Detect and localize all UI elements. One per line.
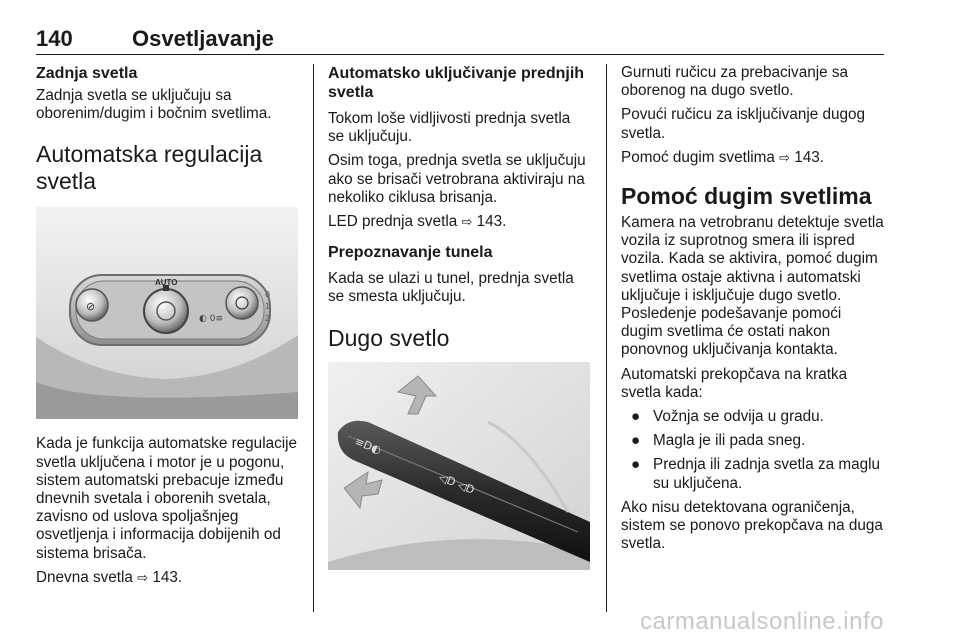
heading-zadnja-svetla: Zadnja svetla [36, 65, 138, 82]
paragraph: Povući ručicu za isključivanje dugog svetla. [621, 106, 866, 142]
heading-automatsko-ukljucivanje: Automatsko uključivanje prednjih svetla [328, 65, 585, 101]
list-item: ● Magla je ili pada sneg. [631, 432, 806, 450]
auto-label: AUTO [155, 278, 178, 288]
chapter-title: Osvetljavanje [132, 26, 274, 51]
svg-text:≡D◐: ≡D◐ [352, 434, 384, 457]
column-2 [328, 64, 590, 570]
high-beam-lever-image [328, 362, 590, 570]
paragraph: Gurnuti ručicu za prebacivanje sa oborenog na dugo svetlo. [621, 64, 849, 100]
page-number: 140 [36, 26, 73, 51]
column-1 [36, 64, 300, 593]
list-item: ● Vožnja se odvija u gradu. [631, 408, 824, 426]
bullet-icon: ● [631, 432, 641, 450]
heading-pomoc-dugim-svetlima: Pomoć dugim svetlima [621, 183, 872, 210]
paragraph: Osim toga, prednja svetla se uključuju ako se brisači vetrobrana aktiviraju na nekoliko ciklusa brisanja. [328, 152, 586, 206]
svg-text:0: 0 [265, 290, 271, 300]
svg-text:2: 2 [265, 314, 271, 324]
svg-text:◐ 0≡: ◐ 0≡ [199, 314, 223, 325]
reference-arrow-icon: ⇨ [137, 569, 149, 585]
paragraph: Ako nisu detektovana ograničenja, sistem se ponovo prekopčava na duga svetla. [621, 498, 883, 553]
list-item: ● Prednja ili zadnja svetla za maglu su uključena. [631, 456, 881, 492]
reference-arrow-icon: ⇨ [779, 149, 791, 165]
paragraph: Kamera na vetrobranu detektuje svetla vozila iz suprotnog smera ili ispred vozila. Kada se aktivira, pomoć dugim svetlima ostaje aktivna i automatski uključuje i isključuje dugo svetlo. Posledenje podešavanje pomoći dugim svetlima će ostati nakon ponovnog uključivanja kontakta. [621, 214, 884, 359]
light-switch-illustration [36, 207, 298, 419]
cross-reference: Dnevna svetla ⇨ 143. [36, 568, 183, 586]
cross-reference: LED prednja svetla ⇨ 143. [328, 213, 507, 231]
svg-text:1: 1 [265, 302, 271, 312]
column-3 [621, 64, 887, 559]
column-divider [313, 64, 314, 612]
paragraph: Tokom loše vidljivosti prednja svetla se uključuju. [328, 110, 571, 146]
bullet-icon: ● [631, 408, 641, 426]
heading-automatska-regulacija: Automatska regulacija svetla [36, 141, 263, 195]
column-divider [606, 64, 607, 612]
paragraph: Kada se ulazi u tunel, prednja svetla se smesta uključuju. [328, 270, 574, 306]
heading-prepoznavanje-tunela: Prepoznavanje tunela [328, 244, 493, 262]
paragraph: Kada je funkcija automatske regulacije svetla uključena i motor je u pogonu, sistem automatski prebacuje između dnevnih svetala i oborenih svetala, zavisno od uslova spoljašnjeg osvetljenja i informacija dobijenih od sistema brisača. [36, 435, 298, 562]
watermark: carmanualsonline.info [640, 608, 884, 635]
svg-text:◁D ◁D: ◁D ◁D [436, 470, 477, 497]
light-switch-image [36, 207, 298, 419]
paragraph: Automatski prekopčava na kratka svetla kada: [621, 365, 848, 401]
page-header [36, 26, 884, 55]
reference-arrow-icon: ⇨ [461, 214, 473, 230]
lever-illustration [328, 362, 590, 570]
heading-dugo-svetlo: Dugo svetlo [328, 324, 450, 351]
bullet-icon: ● [631, 456, 641, 474]
svg-text:⊘: ⊘ [86, 300, 96, 314]
cross-reference: Pomoć dugim svetlima ⇨ 143. [621, 148, 825, 166]
conditions-list [621, 408, 887, 493]
paragraph: Zadnja svetla se uključuju sa oborenim/dugim i bočnim svetlima. [36, 87, 272, 123]
